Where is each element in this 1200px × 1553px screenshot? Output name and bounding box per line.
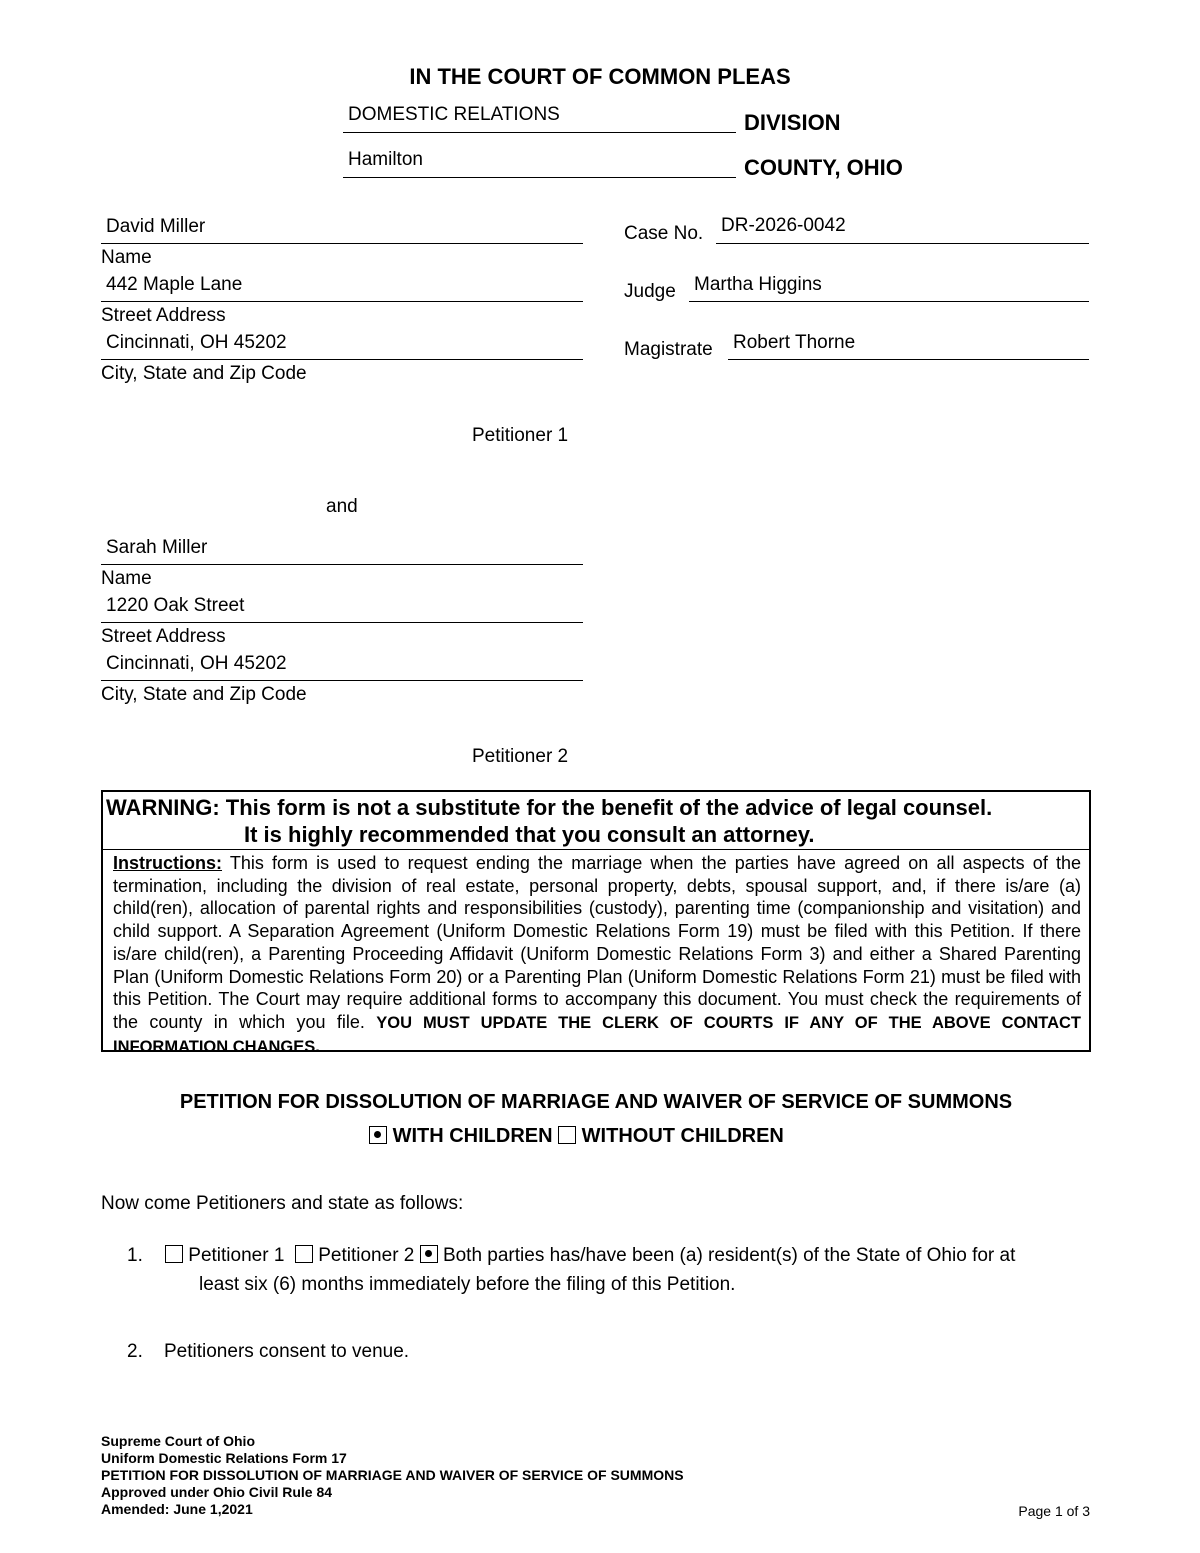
without-children-checkbox[interactable] xyxy=(558,1126,576,1144)
judge-underline xyxy=(689,301,1089,302)
petitioner2-city-underline xyxy=(101,680,583,681)
with-children-label: WITH CHILDREN xyxy=(392,1125,553,1147)
instructions-body: This form is used to request ending the marriage when the parties have agreed on all aspects of the termination, including the division of real estate, personal property, debts, spousal support, and, if there is/are (a) child(ren), allocation of parental rights and responsibilities (custody), parenting time (companionship and visitation) and child support. A Separation Agreement (Uniform Domestic Relations Form 19) must be filed with this Petition. If there is/are child(ren), a Parenting Proceeding Affidavit (Uniform Domestic Relations Form 3) and either a Shared Parenting Plan (Uniform Domestic Relations Form 20) or a Parenting Plan (Uniform Domestic Relations Form 21) must be filed with this Petition. The Court may require additional forms to accompany this document. You must check the requirements of the county in which you file. xyxy=(113,853,1081,1032)
division-underline xyxy=(343,132,736,133)
item1-number: 1. xyxy=(127,1245,143,1266)
footer-line1: Supreme Court of Ohio xyxy=(101,1433,255,1449)
instructions-label: Instructions: xyxy=(113,853,223,873)
division-field[interactable]: DOMESTIC RELATIONS xyxy=(348,104,560,125)
court-title: IN THE COURT OF COMMON PLEAS xyxy=(409,64,791,89)
warning-box xyxy=(101,790,1091,1056)
magistrate-label: Magistrate xyxy=(624,339,713,360)
petitioner2-street-label: Street Address xyxy=(101,626,226,647)
magistrate-underline xyxy=(728,359,1089,360)
item1-petitioner2-checkbox[interactable] xyxy=(295,1245,313,1263)
case-no-field[interactable]: DR-2026-0042 xyxy=(721,215,846,236)
footer-line4: Approved under Ohio Civil Rule 84 xyxy=(101,1484,333,1500)
item1-line2: least six (6) months immediately before the filing of this Petition. xyxy=(199,1274,736,1295)
petitioner1-city-underline xyxy=(101,359,583,360)
warning-line1: WARNING: This form is not a substitute for the benefit of the advice of legal counsel. xyxy=(106,795,993,820)
division-label: DIVISION xyxy=(744,110,841,135)
petitioner2-street-field[interactable]: 1220 Oak Street xyxy=(106,595,245,616)
and-conjunction: and xyxy=(326,496,358,517)
instructions-text xyxy=(113,852,1081,1058)
petitioner1-street-field[interactable]: 442 Maple Lane xyxy=(106,274,243,295)
item1-petitioner1-label: Petitioner 1 xyxy=(188,1245,285,1266)
without-children-label: WITHOUT CHILDREN xyxy=(581,1125,784,1147)
children-options xyxy=(369,1125,784,1148)
petitioner1-name-underline xyxy=(101,243,583,244)
warning-header xyxy=(103,792,1089,850)
with-children-checkbox[interactable] xyxy=(369,1126,387,1144)
judge-field[interactable]: Martha Higgins xyxy=(694,274,822,295)
magistrate-field[interactable]: Robert Thorne xyxy=(733,332,856,353)
petitioner2-name-field[interactable]: Sarah Miller xyxy=(106,537,208,558)
form-footer xyxy=(101,1433,684,1518)
county-label: COUNTY, OHIO xyxy=(744,155,903,180)
petitioner2-role: Petitioner 2 xyxy=(472,746,569,767)
footer-line2: Uniform Domestic Relations Form 17 xyxy=(101,1450,347,1466)
instructions-bold-notice: YOU MUST UPDATE THE CLERK OF COURTS IF ANY OF THE ABOVE CONTACT INFORMATION CHANGES. xyxy=(113,1013,1082,1056)
footer-line3: PETITION FOR DISSOLUTION OF MARRIAGE AND WAIVER OF SERVICE OF SUMMONS xyxy=(101,1467,684,1483)
page-number: Page 1 of 3 xyxy=(1018,1503,1090,1519)
petitioner1-city-label: City, State and Zip Code xyxy=(101,363,307,384)
petitioner2-name-label: Name xyxy=(101,568,152,589)
petitioner2-name-underline xyxy=(101,564,583,565)
petitioner1-street-label: Street Address xyxy=(101,305,226,326)
item1-petitioner2-label: Petitioner 2 xyxy=(318,1245,415,1266)
case-no-label: Case No. xyxy=(624,223,704,244)
item1-line1 xyxy=(165,1245,1015,1267)
footer-line5: Amended: June 1,2021 xyxy=(101,1501,253,1517)
petitioner1-name-field[interactable]: David Miller xyxy=(106,216,206,237)
item2-number: 2. xyxy=(127,1341,143,1362)
petitioner1-city-field[interactable]: Cincinnati, OH 45202 xyxy=(106,332,287,353)
item1-residency-text: Both parties has/have been (a) resident(s) of the State of Ohio for at xyxy=(442,1245,1016,1266)
petitioner2-city-label: City, State and Zip Code xyxy=(101,684,307,705)
petitioner1-street-underline xyxy=(101,301,583,302)
judge-label: Judge xyxy=(624,281,676,302)
county-underline xyxy=(343,177,736,178)
item2-text: Petitioners consent to venue. xyxy=(164,1341,410,1362)
case-no-underline xyxy=(716,243,1089,244)
petitioner2-street-underline xyxy=(101,622,583,623)
petitioner1-name-label: Name xyxy=(101,247,152,268)
petitioner1-role: Petitioner 1 xyxy=(472,425,569,446)
warning-line2: It is highly recommended that you consult an attorney. xyxy=(244,822,815,847)
item1-petitioner1-checkbox[interactable] xyxy=(165,1245,183,1263)
petition-intro: Now come Petitioners and state as follows: xyxy=(101,1193,464,1214)
item1-both-parties-checkbox[interactable] xyxy=(420,1245,438,1263)
petition-title: PETITION FOR DISSOLUTION OF MARRIAGE AND WAIVER OF SERVICE OF SUMMONS xyxy=(179,1091,1013,1113)
petitioner2-city-field[interactable]: Cincinnati, OH 45202 xyxy=(106,653,287,674)
county-field[interactable]: Hamilton xyxy=(348,149,423,170)
